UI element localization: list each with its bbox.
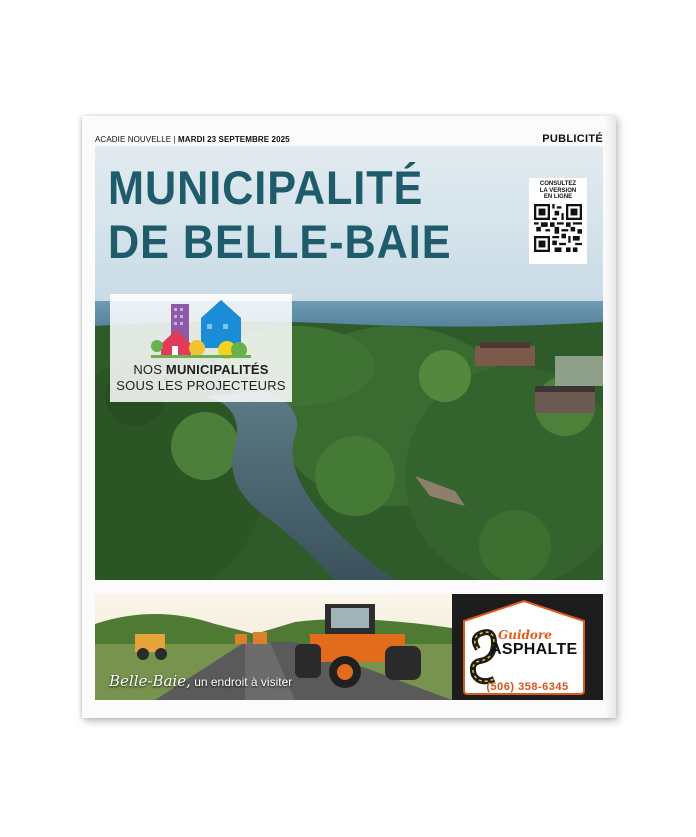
section-label: PUBLICITÉ [542, 133, 603, 145]
qr-caption-line-2: LA VERSION [539, 187, 577, 194]
title-line-1: MUNICIPALITÉ [108, 161, 424, 214]
header-publication-line [95, 135, 290, 146]
qr-caption-line-3: EN LIGNE [543, 194, 573, 200]
badge-prefix: NOS [133, 362, 166, 377]
cover-photo [95, 146, 603, 580]
brand-name: ASPHALTE [490, 641, 578, 658]
badge-line-1 [110, 362, 292, 377]
title-line-2: DE BELLE-BAIE [108, 215, 452, 268]
ad-caption-town: Belle-Baie, [109, 672, 191, 690]
ad-caption [109, 672, 292, 690]
newspaper-page [82, 116, 616, 718]
publication-name: ACADIE NOUVELLE [95, 135, 172, 144]
qr-caption-line-1: CONSULTEZ [539, 181, 577, 187]
page-header [95, 128, 603, 147]
publication-date: MARDI 23 SEPTEMBRE 2025 [178, 135, 290, 144]
cover-title [108, 161, 451, 269]
ad-caption-tagline: un endroit à visiter [190, 675, 293, 689]
phone-number[interactable]: (506) 358-6345 [486, 681, 569, 693]
asphalt-advertisement[interactable] [95, 594, 603, 700]
municipalities-badge [110, 294, 292, 402]
qr-code-icon [534, 204, 582, 252]
ad-logo-panel [452, 594, 603, 700]
badge-emphasis: MUNICIPALITÉS [165, 362, 269, 377]
online-version-qr[interactable] [529, 178, 587, 264]
qr-caption [529, 178, 587, 201]
brand-script: Guidore [498, 628, 552, 642]
header-separator: | [173, 135, 176, 144]
houses-logo-icon [151, 300, 251, 362]
badge-line-2: SOUS LES PROJECTEURS [116, 378, 286, 393]
